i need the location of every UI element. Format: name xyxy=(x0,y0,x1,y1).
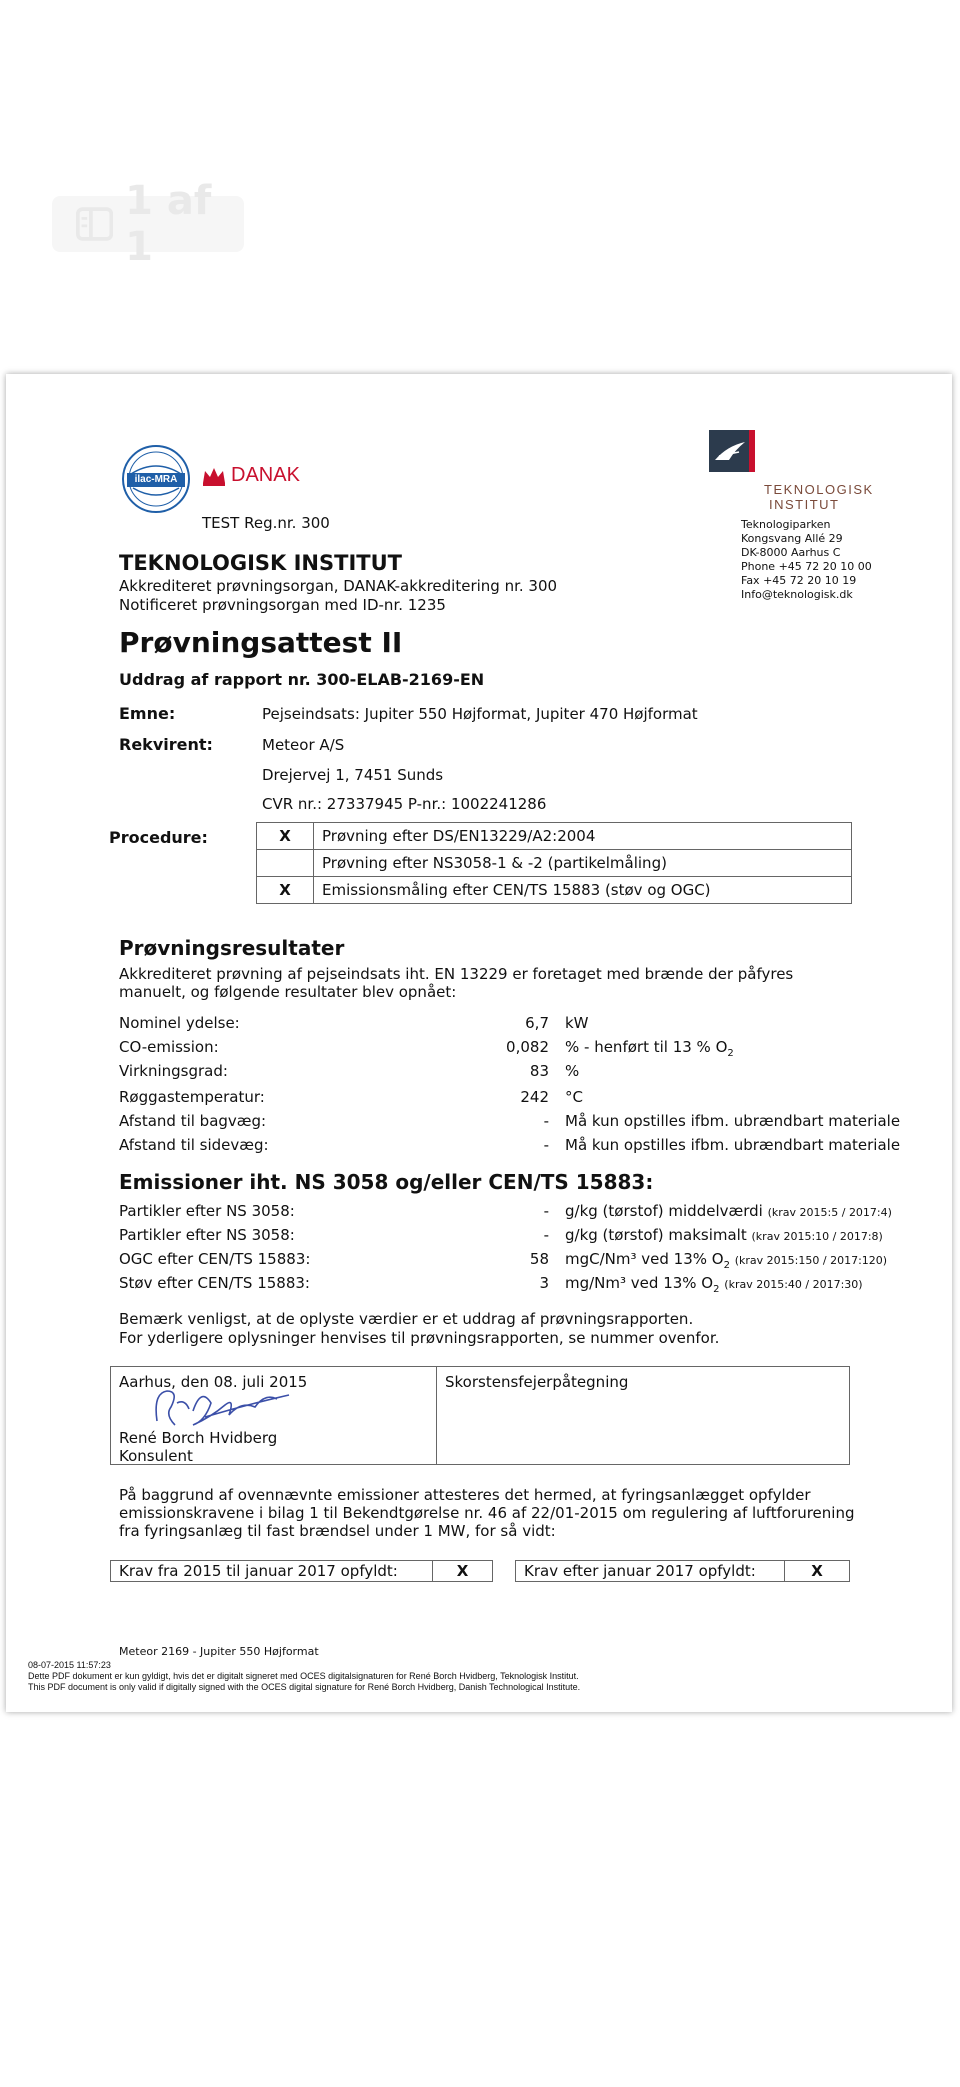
procedure-mark: X xyxy=(257,877,314,904)
emission-unit: mg/Nm³ ved 13% O xyxy=(565,1274,714,1292)
emission-row xyxy=(119,1274,863,1298)
rekvirent-cvr: CVR nr.: 27337945 P-nr.: 1002241286 xyxy=(262,795,547,813)
contact-line: Fax +45 72 20 10 19 xyxy=(741,574,857,587)
rekvirent-name: Meteor A/S xyxy=(262,736,345,754)
danak-label: DANAK xyxy=(231,464,300,486)
contact-block xyxy=(741,518,872,602)
result-unit-wrap xyxy=(565,1038,734,1059)
requirement-2017-label: Krav efter januar 2017 opfyldt: xyxy=(516,1561,785,1581)
page-indicator[interactable] xyxy=(52,178,244,270)
result-name: Afstand til sidevæg: xyxy=(119,1136,269,1154)
emission-requirement: (krav 2015:5 / 2017:4) xyxy=(767,1206,892,1219)
contact-line: DK-8000 Aarhus C xyxy=(741,546,841,559)
emissions-note: Bemærk venligst, at de oplyste værdier er et uddrag af prøvningsrapporten. xyxy=(119,1310,694,1328)
result-value: 242 xyxy=(520,1088,549,1106)
emission-unit-sub: 2 xyxy=(713,1284,720,1295)
emissions-title: Emissioner iht. NS 3058 og/eller CEN/TS 15883: xyxy=(119,1170,654,1194)
result-name: Nominel ydelse: xyxy=(119,1014,240,1032)
chimney-sweep-label: Skorstensfejerpåtegning xyxy=(445,1373,629,1391)
signatory-name: René Borch Hvidberg xyxy=(119,1429,278,1447)
crown-icon xyxy=(201,465,227,487)
requirement-2017-mark: X xyxy=(811,1562,823,1580)
emission-row xyxy=(119,1250,888,1274)
signature-cell xyxy=(111,1367,437,1465)
result-row xyxy=(119,1088,859,1112)
test-reg-nr: TEST Reg.nr. 300 xyxy=(202,514,330,532)
emission-unit: mgC/Nm³ ved 13% O xyxy=(565,1250,724,1268)
document-page xyxy=(6,374,952,1712)
requirement-2015-mark: X xyxy=(456,1562,469,1580)
footer-reference: Meteor 2169 - Jupiter 550 Højformat xyxy=(119,1645,319,1658)
teknologisk-institut-name xyxy=(764,482,874,512)
emission-row xyxy=(119,1226,883,1250)
emission-unit: g/kg (tørstof) middelværdi xyxy=(565,1202,763,1220)
document-title: Prøvningsattest II xyxy=(119,626,403,659)
institute-subtitle xyxy=(119,577,557,615)
ilac-mra-label: ilac-MRA xyxy=(134,474,178,485)
result-value: - xyxy=(543,1112,549,1130)
procedure-text: Prøvning efter NS3058-1 & -2 (partikelmåling) xyxy=(314,850,852,877)
emission-unit-sub: 2 xyxy=(723,1260,730,1271)
requirement-2017-box xyxy=(515,1560,850,1582)
results-intro: Akkrediteret prøvning af pejseindsats iht. EN 13229 er foretaget med brænde der påfyres manuelt, og følgende resultater blev opnået: xyxy=(119,965,794,1001)
result-row xyxy=(119,1136,901,1160)
emission-value: 58 xyxy=(529,1250,549,1268)
contact-line: Kongsvang Allé 29 xyxy=(741,532,843,545)
result-unit-sub: 2 xyxy=(727,1048,734,1059)
result-unit: % - henført til 13 % O xyxy=(565,1038,728,1056)
result-value: 83 xyxy=(529,1062,549,1080)
emission-name: Støv efter CEN/TS 15883: xyxy=(119,1274,310,1292)
institute-title: TEKNOLOGISK INSTITUT xyxy=(119,551,402,575)
contact-email: Info@teknologisk.dk xyxy=(741,588,853,601)
result-row xyxy=(119,1062,859,1086)
result-name: CO-emission: xyxy=(119,1038,219,1056)
result-name: Virkningsgrad: xyxy=(119,1062,228,1080)
procedure-row xyxy=(257,823,852,850)
emission-unit-wrap xyxy=(565,1274,863,1295)
result-row xyxy=(119,1112,901,1136)
procedure-label: Procedure: xyxy=(109,828,208,847)
emission-unit-wrap xyxy=(565,1202,892,1220)
ilac-mra-logo xyxy=(121,444,191,514)
emission-requirement: (krav 2015:10 / 2017:8) xyxy=(751,1230,883,1243)
footer-signature-note xyxy=(28,1660,580,1693)
result-value: 0,082 xyxy=(506,1038,549,1056)
procedure-mark xyxy=(257,850,314,877)
result-value: 6,7 xyxy=(525,1014,549,1032)
signatory-role: Konsulent xyxy=(119,1447,193,1465)
emission-name: Partikler efter NS 3058: xyxy=(119,1202,295,1220)
footer-timestamp: 08-07-2015 11:57:23 xyxy=(28,1660,111,1670)
emission-unit: g/kg (tørstof) maksimalt xyxy=(565,1226,747,1244)
signature-table xyxy=(110,1366,850,1465)
accreditation-line: Akkrediteret prøvningsorgan, DANAK-akkreditering nr. 300 xyxy=(119,577,558,595)
page-icon xyxy=(76,206,113,242)
result-unit: kW xyxy=(565,1014,589,1032)
danak-logo xyxy=(201,464,300,487)
emission-row xyxy=(119,1202,892,1226)
requirement-2015-box xyxy=(110,1560,493,1582)
emission-name: Partikler efter NS 3058: xyxy=(119,1226,295,1244)
contact-line: Phone +45 72 20 10 00 xyxy=(741,560,872,573)
teknologisk-institut-logo xyxy=(709,430,755,472)
emission-value: 3 xyxy=(539,1274,549,1292)
procedure-mark: X xyxy=(257,823,314,850)
ti-name-line-1: TEKNOLOGISK xyxy=(764,482,874,497)
procedure-text: Emissionsmåling efter CEN/TS 15883 (støv og OGC) xyxy=(314,877,852,904)
report-number: Uddrag af rapport nr. 300-ELAB-2169-EN xyxy=(119,670,485,689)
procedure-row xyxy=(257,850,852,877)
result-value: - xyxy=(543,1136,549,1154)
result-unit: Må kun opstilles ifbm. ubrændbart materiale xyxy=(565,1112,901,1130)
page-indicator-label: 1 af 1 xyxy=(125,178,212,270)
signature-place-date: Aarhus, den 08. juli 2015 xyxy=(119,1373,308,1391)
result-unit: °C xyxy=(565,1088,583,1106)
chimney-sweep-cell xyxy=(437,1367,850,1465)
notified-body-line: Notificeret prøvningsorgan med ID-nr. 1235 xyxy=(119,596,446,614)
result-name: Afstand til bagvæg: xyxy=(119,1112,267,1130)
result-row xyxy=(119,1014,859,1038)
result-row xyxy=(119,1038,859,1062)
handwritten-signature xyxy=(145,1381,295,1433)
emissions-reference: For yderligere oplysninger henvises til prøvningsrapporten, se nummer ovenfor. xyxy=(119,1329,720,1347)
procedure-row xyxy=(257,877,852,904)
emission-value: - xyxy=(543,1226,549,1244)
emission-requirement: (krav 2015:150 / 2017:120) xyxy=(734,1254,888,1267)
emission-name: OGC efter CEN/TS 15883: xyxy=(119,1250,311,1268)
emission-value: - xyxy=(543,1202,549,1220)
results-title: Prøvningsresultater xyxy=(119,936,345,960)
rekvirent-label: Rekvirent: xyxy=(119,735,213,754)
ti-name-line-2: INSTITUT xyxy=(769,497,840,512)
emission-unit-wrap xyxy=(565,1226,883,1244)
result-unit: % xyxy=(565,1062,580,1080)
emne-label: Emne: xyxy=(119,704,176,723)
footer-validity-en: This PDF document is only valid if digitally signed with the OCES digital signature for René Borch Hvidberg, Danish Technological Institute. xyxy=(28,1682,581,1692)
footer-validity-da: Dette PDF dokument er kun gyldigt, hvis det er digitalt signeret med OCES digitalsignaturen for René Borch Hvidberg, Teknologisk Institut. xyxy=(28,1671,579,1681)
rekvirent-address: Drejervej 1, 7451 Sunds xyxy=(262,766,444,784)
conclusion-text: På baggrund af ovennævnte emissioner attesteres det hermed, at fyringsanlægget opfylder emissionskravene i bilag 1 til Bekendtgørelse nr. 46 af 22/01-2015 om regulering af luftforurening fra fyringsanlæg til fast brændsel under 1 MW, for så vidt: xyxy=(119,1486,855,1540)
procedure-table xyxy=(256,822,852,904)
emne-value: Pejseindsats: Jupiter 550 Højformat, Jupiter 470 Højformat xyxy=(262,705,698,723)
emission-unit-wrap xyxy=(565,1250,887,1271)
contact-line: Teknologiparken xyxy=(741,518,831,531)
result-unit: Må kun opstilles ifbm. ubrændbart materiale xyxy=(565,1136,901,1154)
procedure-text: Prøvning efter DS/EN13229/A2:2004 xyxy=(314,823,852,850)
requirement-2015-label: Krav fra 2015 til januar 2017 opfyldt: xyxy=(111,1561,433,1581)
result-name: Røggastemperatur: xyxy=(119,1088,265,1106)
emission-requirement: (krav 2015:40 / 2017:30) xyxy=(724,1278,863,1291)
